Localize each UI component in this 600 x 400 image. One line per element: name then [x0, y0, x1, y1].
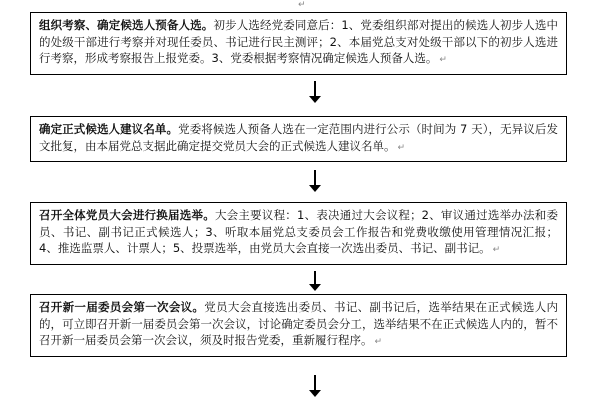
paragraph-mark-top: ↵	[298, 0, 306, 10]
step-box-1	[30, 12, 567, 75]
paragraph-mark-3: ↵	[492, 245, 501, 255]
flow-arrow-4	[309, 375, 321, 397]
step-body-1: 初步人选经党委同意后：1、党委组织部对提出的候选人初步人选中的处级干部进行考察并对现任委员、书记进行民主测评；2、本届党总支对处级干部以下的初步人选进行考察，形成考察报告上报党委。3、党委根据考察情况确定候选人预备人选。	[39, 18, 558, 65]
step-heading-1: 组织考察、确定候选人预备人选。	[39, 18, 214, 32]
step-heading-3: 召开全体党员大会进行换届选举。	[39, 208, 215, 222]
paragraph-mark-4: ↵	[374, 337, 383, 347]
flow-arrow-2	[309, 170, 321, 192]
flow-arrow-3	[309, 271, 321, 291]
step-body-3: 大会主要议程：1、表决通过大会议程；2、审议通过选举办法和委员、书记、副书记正式候选人；3、听取本届党总支委员会工作报告和党费收缴使用管理情况汇报；4、推选监票人、计票人；5、投票选举，由党员大会直接一次选出委员、书记、副书记。	[39, 208, 558, 255]
step-heading-2: 确定正式候选人建议名单。	[39, 122, 179, 136]
flow-arrow-1	[309, 81, 321, 103]
step-body-2: 党委将候选人预备人选在一定范围内进行公示（时间为 7 天），无异议后发文批复，由本届党总支据此确定提交党员大会的正式候选人建议名单。	[39, 122, 559, 153]
step-box-2	[30, 116, 567, 162]
paragraph-mark-1: ↵	[439, 55, 447, 65]
step-box-4	[30, 294, 567, 357]
step-body-4: 党员大会直接选出委员、书记、副书记后，选举结果在正式候选人内的，可立即召开新一届委员会第一次会议，讨论确定委员会分工，选举结果不在正式候选人内的，暂不召开新一届委员会第一次会议，须及时报告党委，重新履行程序。	[39, 300, 558, 347]
paragraph-mark-2: ↵	[397, 142, 406, 153]
step-box-3	[30, 202, 567, 265]
step-heading-4: 召开新一届委员会第一次会议。	[39, 300, 205, 314]
